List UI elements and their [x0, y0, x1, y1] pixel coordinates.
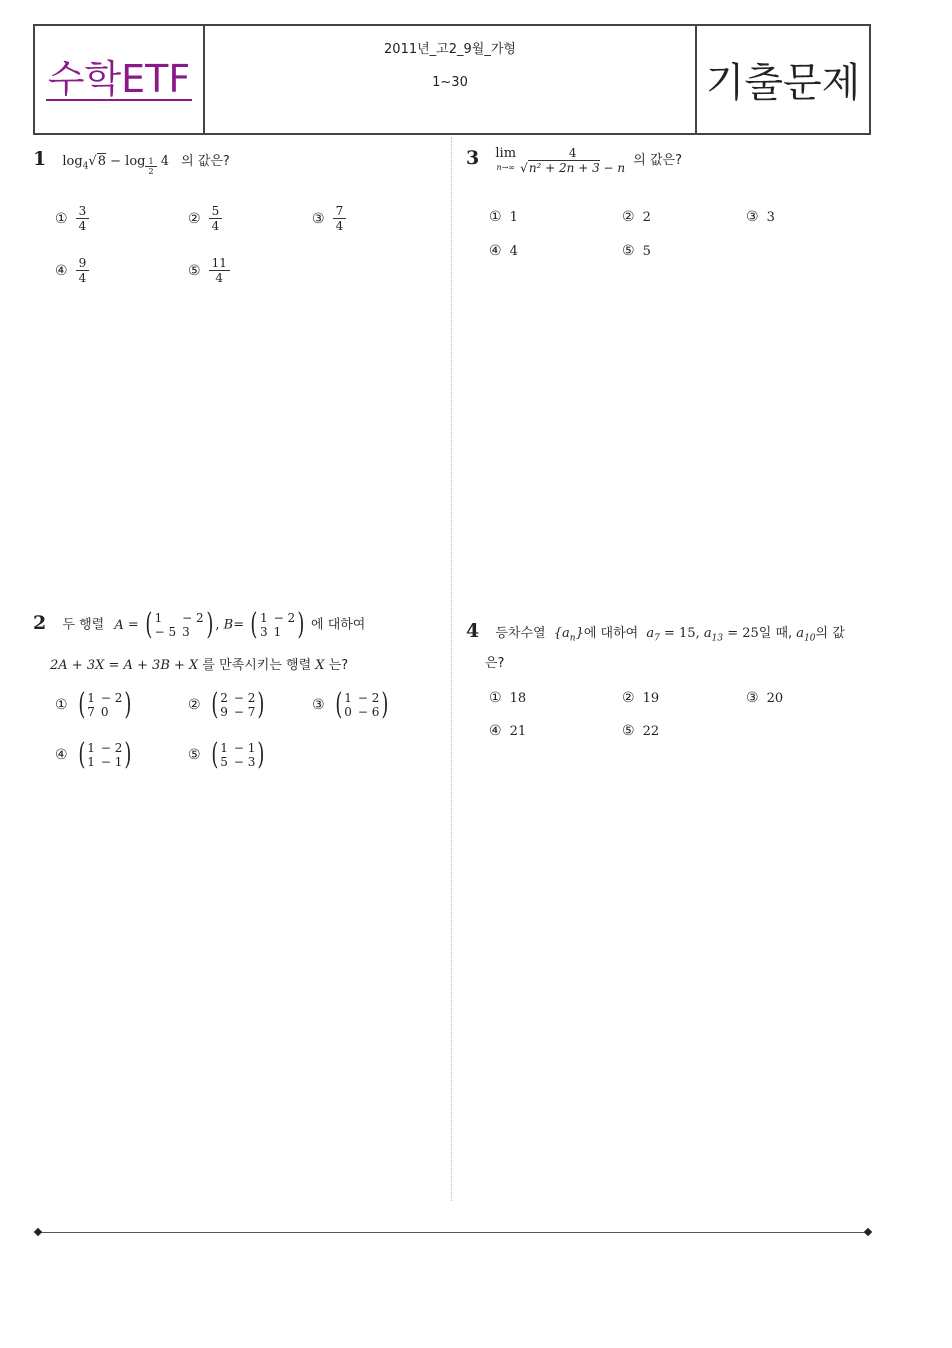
q4-choice-2[interactable]: ② 19	[622, 690, 660, 706]
q4-choice-3[interactable]: ③ 20	[746, 690, 784, 706]
exam-title: 2011년_고2_9월_가형	[384, 42, 516, 57]
q2-choice-5[interactable]: ⑤ ( 1 − 1 5 − 3 )	[188, 737, 265, 772]
question-2-line2: 2A + 3X = A + 3B + X 를 만족시키는 행렬 X 는?	[50, 658, 349, 673]
question-2: 2 두 행렬 A = ( 1 − 2 − 5 3 ) , B= ( 1 − 2 3 1 ) 에 대하여	[33, 607, 366, 642]
footer-diamond-right	[864, 1228, 872, 1236]
footer-diamond-left	[34, 1228, 42, 1236]
question-number: 2	[33, 611, 47, 634]
question-number: 1	[33, 148, 47, 170]
q4-choice-1[interactable]: ① 18	[489, 690, 527, 706]
q3-choice-3[interactable]: ③ 3	[746, 209, 775, 225]
q1-expression: $\log_4√8 - \log$ $_{\frac{1}{2}}$ 4	[62, 154, 169, 176]
q2-choice-1[interactable]: ① ( 1 − 2 7 0 )	[55, 687, 132, 722]
q3-choice-4[interactable]: ④ 4	[489, 243, 518, 259]
question-4-line2: 은?	[485, 656, 505, 671]
question-range: 1~30	[432, 75, 468, 90]
question-1: 1 $\log_4√8 - \log$ $_{\frac{1}{2}}$ 4 의 값은?	[33, 148, 230, 176]
footer-rule	[38, 1232, 868, 1233]
question-4: 4 등차수열 $\{a_n\}$에 대하여 $a_7 = 15$, $a_{13} = 25$일 때, $a_{10}$의 값	[466, 620, 845, 644]
q4-choice-5[interactable]: ⑤ 22	[622, 723, 660, 739]
q1-choice-1[interactable]: ① $\frac{3}{4}$	[55, 204, 89, 233]
q2-choice-4[interactable]: ④ ( 1 − 2 1 − 1 )	[55, 737, 132, 772]
q1-choice-5[interactable]: ⑤ $\frac{11}{4}$	[188, 256, 230, 285]
column-divider	[451, 137, 452, 1201]
header-table	[33, 24, 871, 135]
q1-choice-3[interactable]: ③ $\frac{7}{4}$	[312, 204, 346, 233]
q1-choice-4[interactable]: ④ $\frac{9}{4}$	[55, 256, 89, 285]
brand-logo: 수학ETF	[35, 26, 205, 133]
doc-kind: 기출문제	[705, 60, 861, 106]
q4-choice-4[interactable]: ④ 21	[489, 723, 527, 739]
q3-choice-5[interactable]: ⑤ 5	[622, 243, 651, 259]
q3-choice-1[interactable]: ① 1	[489, 209, 518, 225]
question-number: 3	[466, 147, 480, 169]
question-number: 4	[466, 620, 480, 642]
q2-choice-3[interactable]: ③ ( 1 − 2 0 − 6 )	[312, 687, 389, 722]
q3-choice-2[interactable]: ② 2	[622, 209, 651, 225]
q1-choice-2[interactable]: ② $\frac{5}{4}$	[188, 204, 222, 233]
q2-choice-2[interactable]: ② ( 2 − 2 9 − 7 )	[188, 687, 265, 722]
exam-info	[205, 26, 697, 133]
question-3: 3 lim n→∞ $\frac{4}{\text{√n² + 2n + 3 − n}}$ 의 값은?	[466, 145, 683, 175]
